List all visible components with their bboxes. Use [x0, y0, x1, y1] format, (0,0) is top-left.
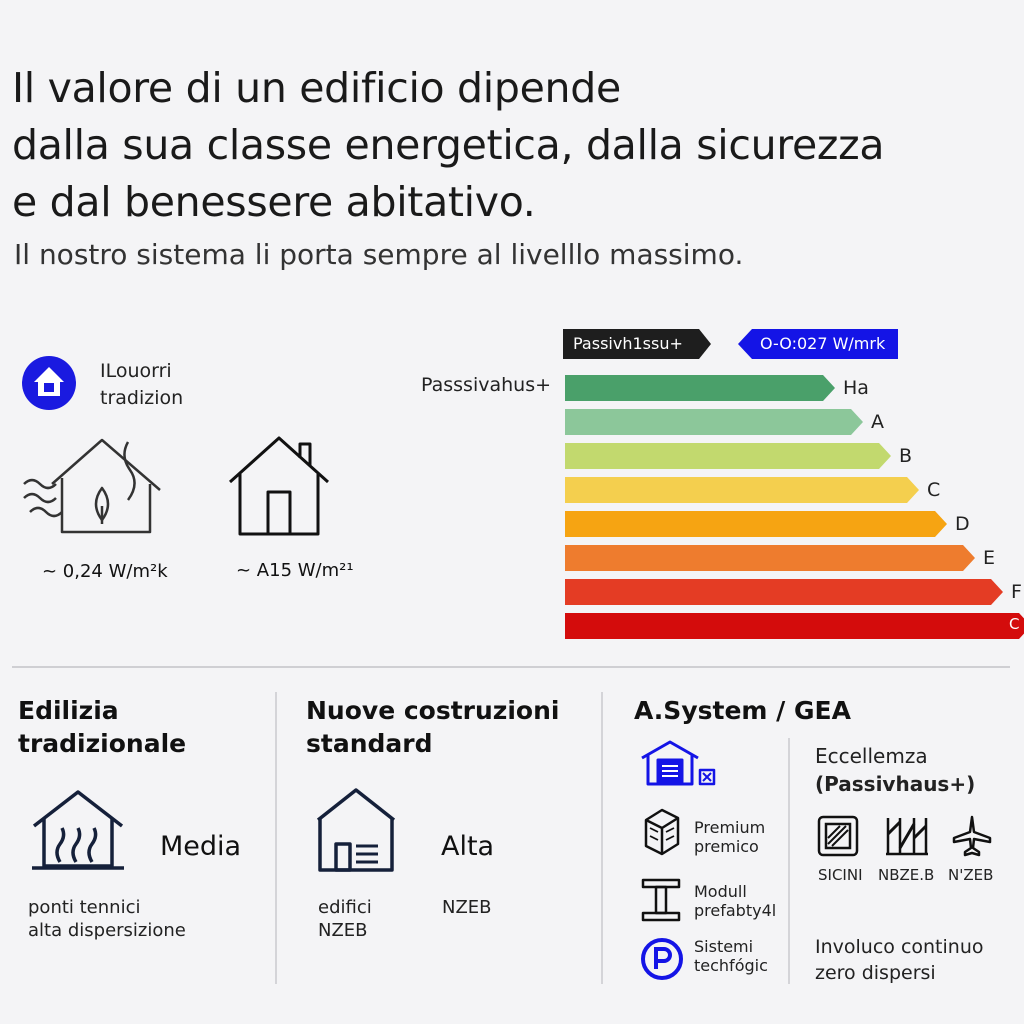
col1-rating: Media [160, 831, 242, 862]
col2-description [318, 896, 372, 942]
energy-class-label: B [899, 445, 913, 467]
traditional-label-line-1: ILouorri [100, 360, 172, 382]
column-divider-1 [275, 692, 277, 984]
feature-modules-line-2: prefabty4l [694, 901, 777, 920]
col1-title [18, 694, 186, 760]
section-divider [12, 666, 1010, 668]
excellence-line-2: (Passivhaus+) [815, 772, 976, 796]
house2-u-value: ~ A15 W/m²¹ [236, 560, 354, 581]
traditional-house-icon [30, 788, 126, 876]
airplane-icon [950, 814, 994, 862]
col2-rating: Alta [441, 831, 495, 862]
energy-class-bar [565, 511, 949, 537]
energy-class-bar [565, 545, 977, 571]
i-beam-icon [640, 876, 682, 928]
mini-label-1: SICINI [818, 866, 863, 884]
feature-modules-line-1: Modull [694, 882, 747, 901]
envelope-note [815, 934, 984, 986]
col1-desc-line-1: ponti tennici [28, 897, 141, 918]
excellence-label [815, 742, 975, 798]
house1-u-value: ~ 0,24 W/m²k [42, 561, 168, 582]
feature-premium-line-1: Premium [694, 818, 766, 837]
col2-title-line-1: Nuove costruzioni [306, 696, 560, 725]
energy-class-label: D [955, 513, 970, 535]
feature-systems-line-1: Sistemi [694, 937, 754, 956]
traditional-label-line-2: tradizion [100, 387, 184, 409]
feature-premium-line-2: premico [694, 837, 759, 856]
col2-desc-line-1: edifici [318, 897, 372, 918]
energy-class-bar [565, 375, 837, 401]
mini-label-2: NBZE.B [878, 866, 935, 884]
column-divider-2 [601, 692, 603, 984]
energy-class-label: C [927, 479, 941, 501]
headline-line-2: dalla sua classe energetica, dalla sicurezza [12, 121, 885, 169]
feature-systems-line-2: techfógic [694, 956, 768, 975]
chart-row-label: Passsivahus+ [421, 374, 552, 396]
passivhaus-pill-text: Passivh1ssu+ [573, 334, 683, 353]
headline-line-3: e dal benessere abitativo. [12, 178, 536, 226]
energy-class-label: F [1011, 581, 1022, 603]
col2-desc-line-2: NZEB [318, 920, 368, 941]
envelope-note-line-1: Involuco continuo [815, 936, 984, 958]
energy-class-bar [565, 477, 921, 503]
envelope-note-line-2: zero dispersi [815, 962, 936, 984]
col1-desc-line-2: alta dispersizione [28, 920, 186, 941]
energy-class-label: A [871, 411, 884, 433]
excellence-line-1: Eccellemza [815, 744, 928, 768]
package-icon [640, 806, 682, 862]
energy-class-bar [565, 443, 893, 469]
energy-class-bar [565, 613, 1024, 639]
energy-class-label: Ha [843, 377, 869, 399]
panel-icon [816, 814, 860, 862]
energy-class-bar [565, 579, 1005, 605]
column-divider-3 [788, 738, 790, 984]
col1-description [28, 896, 186, 942]
col2-desc-right: NZEB [442, 897, 492, 918]
u-value-pill-text: O-O:027 W/mrk [760, 334, 886, 353]
mini-label-3: N'ZEB [948, 866, 994, 884]
col2-title [306, 694, 559, 760]
feature-modules [694, 882, 776, 920]
system-house-icon [640, 740, 718, 792]
col1-title-line-2: tradizionale [18, 729, 187, 758]
new-building-icon [314, 786, 398, 880]
energy-class-label: E [983, 547, 996, 569]
col2-title-line-2: standard [306, 729, 433, 758]
col1-title-line-1: Edilizia [18, 696, 119, 725]
feature-premium [694, 818, 765, 856]
feature-systems [694, 937, 768, 975]
energy-class-bar [565, 409, 865, 435]
headline-line-1: Il valore di un edificio dipende [12, 64, 621, 112]
col3-title: A.System / GEA [634, 696, 851, 725]
subheadline: Il nostro sistema li porta sempre al livelllo massimo. [14, 238, 744, 271]
energy-class-label: C [1009, 615, 1020, 633]
structure-icon [884, 814, 930, 862]
parking-circle-icon [640, 937, 684, 985]
